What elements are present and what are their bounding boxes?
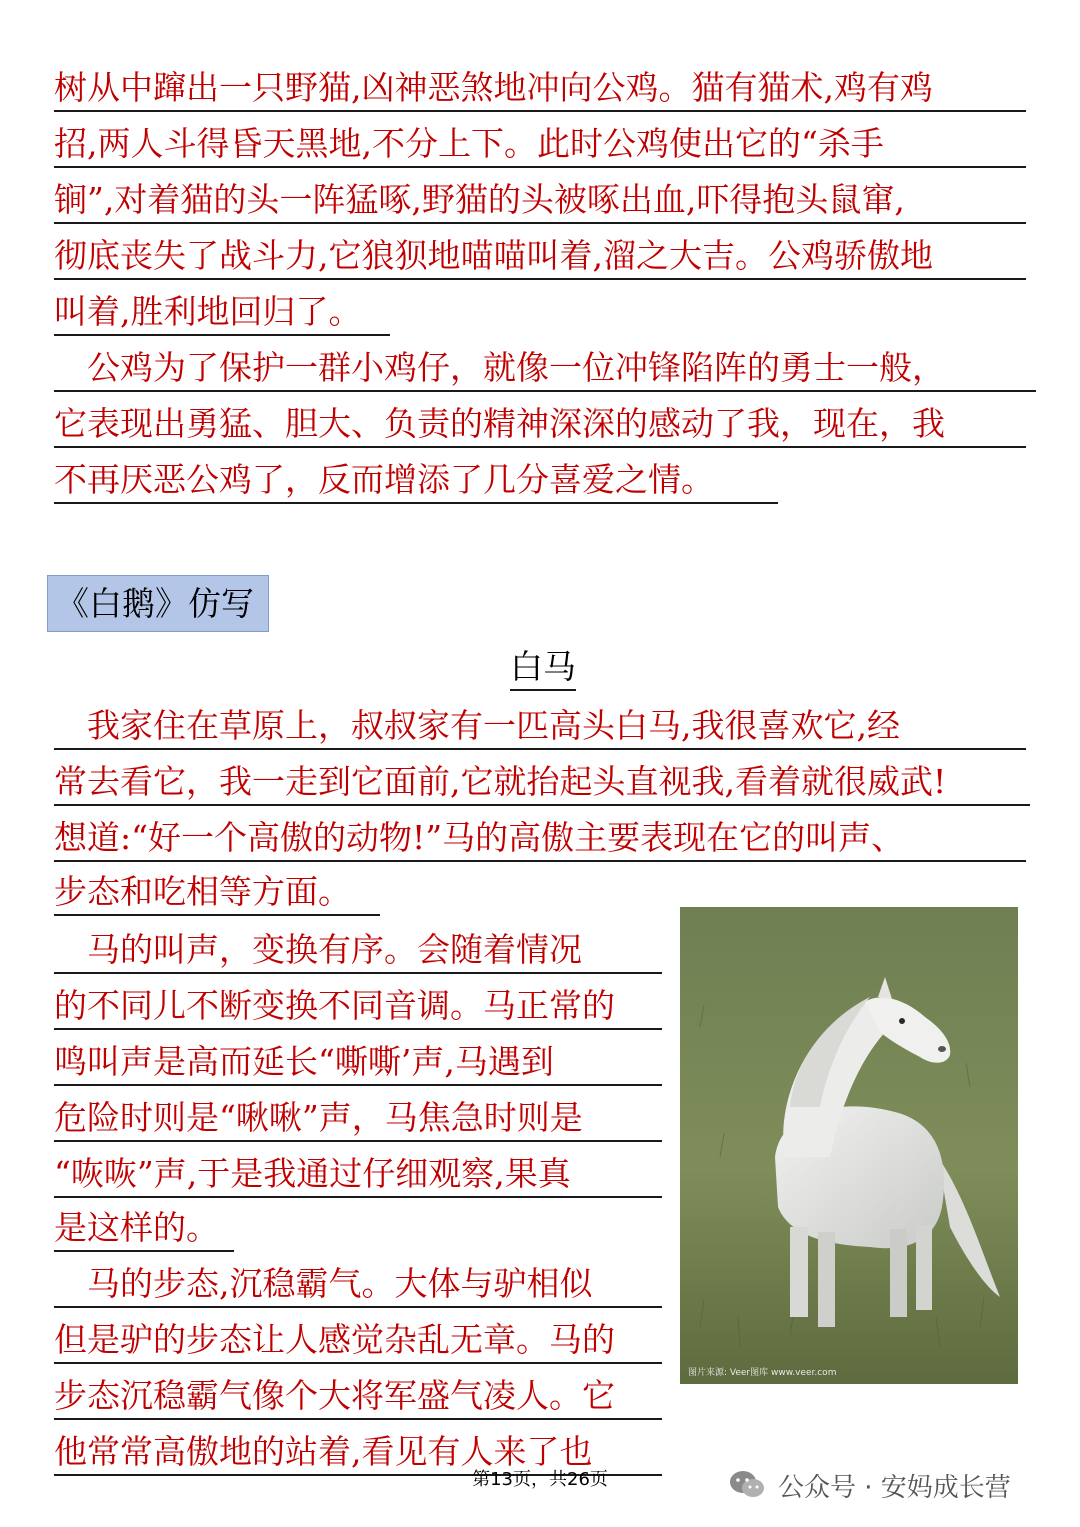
text-line: 他常常高傲地的站着,看见有人来了也 (54, 1430, 662, 1476)
text-line: 叫着,胜利地回归了。 (54, 290, 390, 336)
text-line: 鸣叫声是高而延长“嘶嘶’声,马遇到 (54, 1040, 662, 1086)
text-line: 彻底丧失了战斗力,它狼狈地喵喵叫着,溜之大吉。公鸡骄傲地 (54, 234, 1026, 280)
horse-photo (680, 907, 1018, 1384)
text-line: 我家住在草原上，叔叔家有一匹高头白马,我很喜欢它,经 (54, 704, 1026, 750)
text-line: 步态沉稳霸气像个大将军盛气凌人。它 (54, 1374, 662, 1420)
photo-credit: 图片来源: Veer图库 www.veer.com (688, 1368, 837, 1378)
text-line: 招,两人斗得昏天黑地,不分上下。此时公鸡使出它的“杀手 (54, 122, 1026, 168)
section-heading: 《白鹅》仿写 (47, 575, 269, 632)
text-line: 是这样的。 (54, 1206, 234, 1252)
watermark-text: 公众号 · 安妈成长营 (778, 1472, 1011, 1503)
page-number: 第13页，共26页 (472, 1469, 608, 1490)
text-line: 想道:“好一个高傲的动物!”马的高傲主要表现在它的叫声、 (54, 816, 1026, 862)
text-line: 马的叫声，变换有序。会随着情况 (54, 928, 662, 974)
text-line: 锏”,对着猫的头一阵猛啄,野猫的头被啄出血,吓得抱头鼠窜, (54, 178, 1026, 224)
text-line: 危险时则是“啾啾”声，马焦急时则是 (54, 1096, 662, 1142)
text-line: 公鸡为了保护一群小鸡仔，就像一位冲锋陷阵的勇士一般， (54, 346, 1036, 392)
text-line: 不再厌恶公鸡了，反而增添了几分喜爱之情。 (54, 458, 778, 504)
text-line: 步态和吃相等方面。 (54, 870, 380, 916)
essay-title: 白马 (510, 645, 576, 691)
text-line: 马的步态,沉稳霸气。大体与驴相似 (54, 1262, 662, 1308)
text-line: 但是驴的步态让人感觉杂乱无章。马的 (54, 1318, 662, 1364)
watermark (728, 1465, 1011, 1505)
text-line: “咴咴”声,于是我通过仔细观察,果真 (54, 1152, 662, 1198)
text-line: 它表现出勇猛、胆大、负责的精神深深的感动了我，现在，我 (54, 402, 1026, 448)
text-line: 树从中蹿出一只野猫,凶神恶煞地冲向公鸡。猫有猫术,鸡有鸡 (54, 66, 1026, 112)
text-line: 常去看它，我一走到它面前,它就抬起头直视我,看着就很威武! (54, 760, 1030, 806)
wechat-icon (728, 1469, 766, 1501)
text-line: 的不同儿不断变换不同音调。马正常的 (54, 984, 662, 1030)
